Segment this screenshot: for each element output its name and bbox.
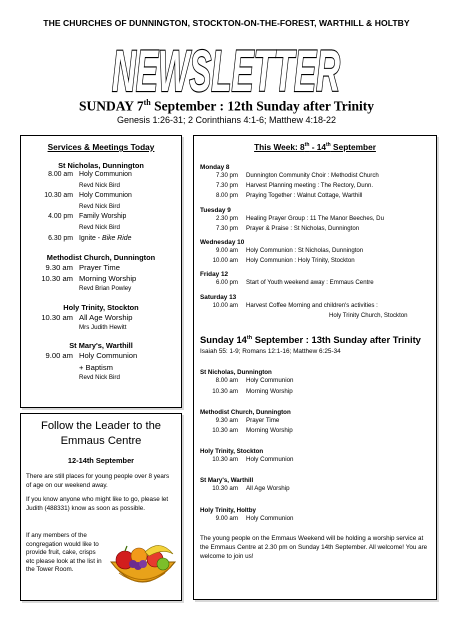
week-day: Wednesday 10 bbox=[200, 239, 245, 247]
event-row: 10.00 am Harvest Coffee Morning and children's activities : bbox=[212, 301, 378, 309]
service-person: Revd Brian Powley bbox=[79, 285, 132, 293]
follow-date: 12-14th September bbox=[67, 456, 135, 465]
service-row: 10.30 am All Age Worship bbox=[41, 312, 133, 322]
service-person: Mrs Judith Hewitt bbox=[79, 324, 127, 332]
services-today-box bbox=[20, 135, 182, 408]
event-row: 8.00 pm Praying Together : Walnut Cottage, Warthill bbox=[215, 192, 363, 200]
event-row: 9.00 am Holy Communion : St Nicholas, Dunnington bbox=[215, 247, 364, 255]
week-day: Friday 12 bbox=[200, 271, 229, 279]
church-name: St Nicholas, Dunnington bbox=[58, 161, 144, 170]
service-row: 10.30 am Morning Worship bbox=[212, 426, 293, 434]
week-day: Tuesday 9 bbox=[200, 206, 231, 214]
service-row: 4.00 pm Family Worship bbox=[48, 213, 127, 221]
sunday14-title: Sunday 14th September : 13th Sunday after Trinity bbox=[200, 334, 421, 346]
service-row: 9.00 am Holy Communion bbox=[45, 351, 138, 361]
event-row: 2.30 pm Healing Prayer Group : 11 The Manor Beeches, Du bbox=[215, 214, 384, 222]
this-week-box bbox=[193, 135, 437, 600]
church-name: St Mary's, Warthill bbox=[69, 341, 133, 351]
service-row: 8.00 am Holy Communion bbox=[48, 171, 132, 178]
service-row: 9.30 am Prayer Time bbox=[45, 262, 120, 272]
follow-title: Follow the Leader to the Emmaus Centre bbox=[40, 420, 162, 447]
service-row: 6.30 pm Ignite - Bike Ride bbox=[48, 234, 132, 242]
week-day: Monday 8 bbox=[200, 164, 230, 171]
church-name: St Nicholas, Dunnington bbox=[200, 369, 272, 377]
service-row: 10.30 am Morning Worship bbox=[212, 387, 293, 395]
service-person: Revd Nick Bird bbox=[79, 224, 120, 232]
service-row: 8.00 am Holy Communion bbox=[215, 377, 294, 385]
churches-header: THE CHURCHES OF DUNNINGTON, STOCKTON-ON-THE-FOREST, WARTHILL & HOLTBY bbox=[43, 18, 410, 28]
church-name: Holy Trinity, Holtby bbox=[200, 506, 256, 514]
service-person: Revd Nick Bird bbox=[79, 181, 120, 189]
service-row: + Baptism bbox=[79, 362, 113, 372]
service-row: 10.30 am Holy Communion bbox=[212, 456, 294, 464]
service-row: 10.30 am All Age Worship bbox=[212, 485, 290, 493]
newsletter-masthead bbox=[0, 42, 453, 98]
church-name: Holy Trinity, Stockton bbox=[63, 302, 139, 312]
sunday-readings: Genesis 1:26-31; 2 Corinthians 4:1-6; Matthew 4:18-22 bbox=[116, 115, 337, 125]
event-row: 7.30 pm Harvest Planning meeting : The Rectory, Dunn. bbox=[215, 182, 374, 190]
service-person: Revd Nick Bird bbox=[79, 374, 120, 382]
sunday-title: SUNDAY 7th September : 12th Sunday after Trinity bbox=[78, 98, 375, 114]
week-heading: This Week: 8th - 14th September bbox=[254, 142, 376, 152]
sunday14-readings: Isaiah 55: 1-9; Romans 12:1-16; Matthew 6:25-34 bbox=[200, 348, 341, 356]
church-name: Holy Trinity, Stockton bbox=[200, 448, 264, 456]
follow-paragraph: There are still places for young people over 8 years of age on our weekend away. bbox=[26, 473, 170, 489]
services-heading: Services & Meetings Today bbox=[47, 142, 155, 152]
church-name: St Mary's, Warthill bbox=[200, 477, 254, 485]
event-continuation: Holy Trinity Church, Stockton bbox=[329, 311, 408, 319]
closing-paragraph: The young people on the Emmaus Weekend will be holding a worship service at the Emmaus Centre at 2.30 pm on Sunday 14th September. All welcome! You are welcome to join us! bbox=[200, 534, 428, 561]
church-name: Methodist Church, Dunnington bbox=[46, 252, 156, 262]
service-row: 10.30 am Holy Communion bbox=[44, 192, 132, 200]
church-name: Methodist Church, Dunnington bbox=[200, 408, 291, 416]
event-row: 10.00 am Holy Communion : Holy Trinity, Stockton bbox=[212, 257, 355, 265]
follow-the-leader-box bbox=[20, 413, 182, 601]
masthead-text: NEWSLETTER bbox=[112, 42, 341, 98]
service-person: Revd Nick Bird bbox=[79, 203, 120, 211]
service-row: 9.00 am Holy Communion bbox=[215, 514, 294, 522]
event-row: 6.00 pm Start of Youth weekend away : Emmaus Centre bbox=[215, 279, 374, 287]
service-row: 9.30 am Prayer Time bbox=[215, 416, 280, 424]
fruit-bowl-icon bbox=[105, 540, 179, 596]
week-day: Saturday 13 bbox=[200, 293, 237, 301]
event-row: 7.30 pm Prayer & Praise : St Nicholas, Dunnington bbox=[215, 224, 360, 232]
service-row: 10.30 am Morning Worship bbox=[41, 273, 137, 283]
event-row: 7.30 pm Dunnington Community Choir : Methodist Church bbox=[215, 172, 379, 179]
follow-paragraph: If you know anyone who might like to go, please let Judith (488331) know as soon as possible. bbox=[26, 496, 169, 512]
follow-paragraph: If any members of the congregation would like to provide fruit, cake, crisps etc please look at the list in the Tower Room. bbox=[26, 532, 102, 574]
